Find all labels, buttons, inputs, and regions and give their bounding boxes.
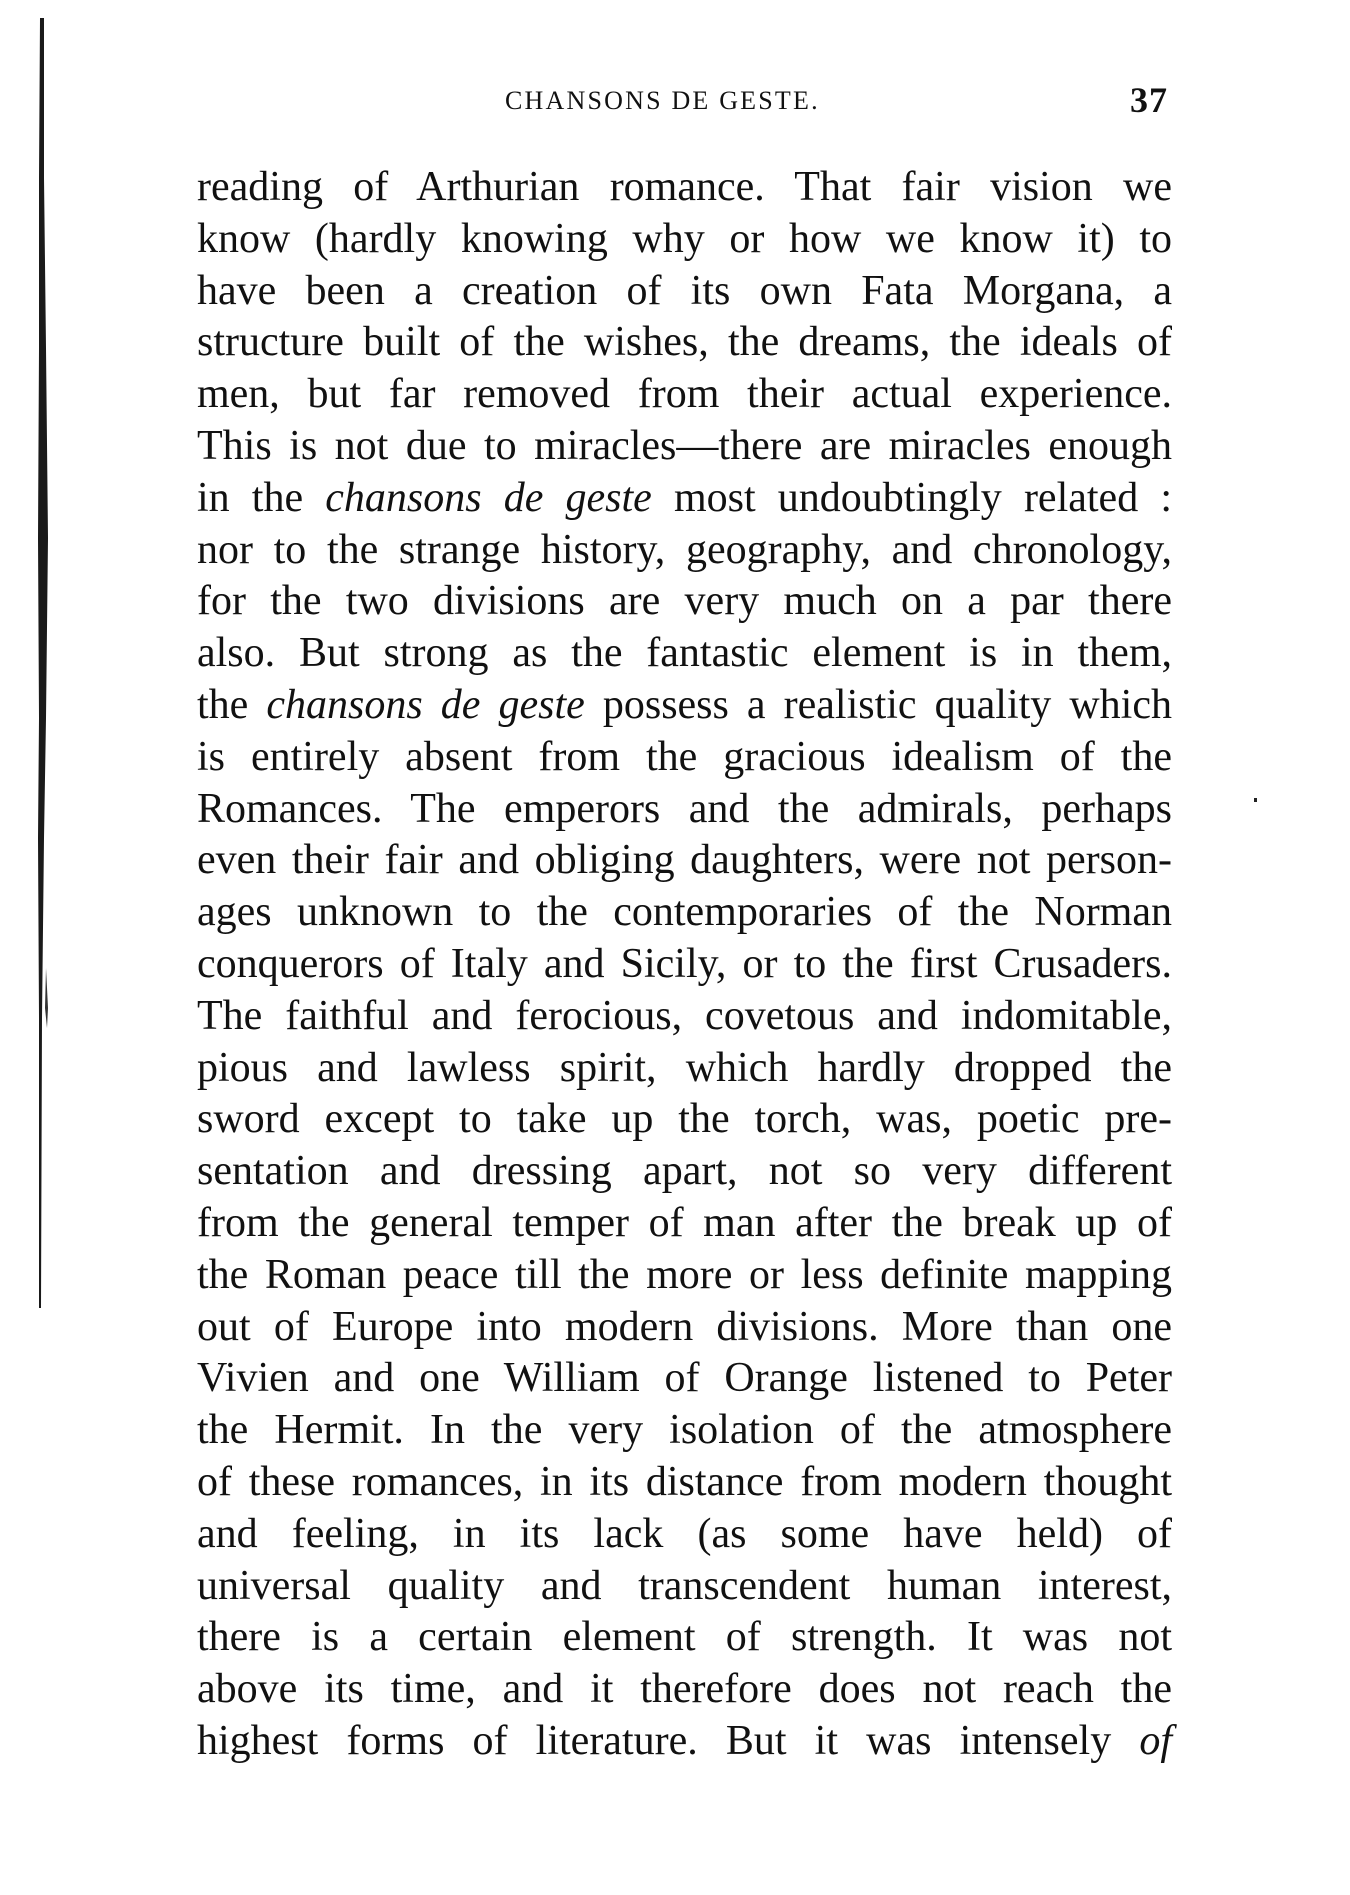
text-line <box>197 1405 1172 1457</box>
text-run: even their fair and obliging daughters, were not person- <box>197 837 1172 884</box>
page-number: 37 <box>1130 80 1168 120</box>
text-line <box>197 214 1172 266</box>
body-text <box>197 162 1172 1768</box>
text-line <box>197 1250 1172 1302</box>
text-line <box>197 1198 1172 1250</box>
text-run: the Hermit. In the very isolation of the atmosphere <box>197 1407 1172 1454</box>
text-run: have been a creation of its own Fata Morgana, a <box>197 267 1172 314</box>
text-run: sword except to take up the torch, was, poetic pre- <box>197 1096 1172 1143</box>
text-run: and feeling, in its lack (as some have held) of <box>197 1510 1172 1557</box>
text-run: highest forms of literature. But it was intensely <box>197 1717 1140 1764</box>
text-run: for the two divisions are very much on a par there <box>197 578 1172 625</box>
text-run: Romances. The emperors and the admirals, perhaps <box>197 785 1172 832</box>
text-line <box>197 1509 1172 1561</box>
text-run: out of Europe into modern divisions. More than one <box>197 1303 1172 1350</box>
text-run: there is a certain element of strength. It was not <box>197 1614 1172 1661</box>
text-line <box>197 317 1172 369</box>
print-speck <box>1254 798 1257 802</box>
text-line <box>197 1664 1172 1716</box>
text-run: above its time, and it therefore does not reach the <box>197 1666 1172 1713</box>
text-line <box>197 369 1172 421</box>
text-line <box>197 628 1172 680</box>
text-run: conquerors of Italy and Sicily, or to the first Crusaders. <box>197 940 1172 987</box>
text-run: nor to the strange history, geography, and chronology, <box>197 526 1172 573</box>
page-binding-edge <box>34 18 50 1308</box>
text-line <box>197 991 1172 1043</box>
text-run: universal quality and transcendent human interest, <box>197 1562 1172 1609</box>
text-line <box>197 266 1172 318</box>
text-run: the <box>197 681 267 728</box>
text-line <box>197 1716 1172 1768</box>
italic-text-run: chansons de geste <box>325 474 652 521</box>
text-run: the Roman peace till the more or less definite mapping <box>197 1251 1172 1298</box>
text-line <box>197 1353 1172 1405</box>
text-line <box>197 162 1172 214</box>
running-head <box>0 80 1350 122</box>
text-run: Vivien and one William of Orange listened to Peter <box>197 1355 1172 1402</box>
text-run: This is not due to miracles—there are miracles enough <box>197 422 1172 469</box>
text-run: structure built of the wishes, the dreams, the ideals of <box>197 319 1172 366</box>
text-line <box>197 784 1172 836</box>
text-line <box>197 939 1172 991</box>
text-line <box>197 576 1172 628</box>
text-run: is entirely absent from the gracious idealism of the <box>197 733 1172 780</box>
italic-text-run: chansons de geste <box>266 681 585 728</box>
text-line <box>197 525 1172 577</box>
text-line <box>197 1457 1172 1509</box>
text-run: pious and lawless spirit, which hardly dropped the <box>197 1044 1172 1091</box>
text-line <box>197 473 1172 525</box>
text-run: sentation and dressing apart, not so very different <box>197 1148 1172 1195</box>
text-run: in the <box>197 474 326 521</box>
text-line <box>197 1043 1172 1095</box>
text-run: ages unknown to the contemporaries of the Norman <box>197 889 1172 936</box>
text-run: most undoubtingly related : <box>651 474 1172 521</box>
text-line <box>197 835 1172 887</box>
text-run: men, but far removed from their actual experience. <box>197 371 1172 418</box>
text-run: from the general temper of man after the break up of <box>197 1199 1172 1246</box>
running-title: CHANSONS DE GESTE. <box>505 86 820 115</box>
text-line <box>197 680 1172 732</box>
text-run: also. But strong as the fantastic element is in them, <box>197 630 1172 677</box>
italic-text-run: of <box>1139 1717 1172 1764</box>
binding-shadow-graphic <box>34 18 50 1308</box>
text-line <box>197 1146 1172 1198</box>
text-line <box>197 1561 1172 1613</box>
text-line <box>197 732 1172 784</box>
text-run: reading of Arthurian romance. That fair vision we <box>197 164 1172 210</box>
text-run: The faithful and ferocious, covetous and indomitable, <box>197 992 1172 1039</box>
text-line <box>197 1302 1172 1354</box>
text-line <box>197 1094 1172 1146</box>
text-line <box>197 1612 1172 1664</box>
text-run: possess a realistic quality which <box>584 681 1172 728</box>
text-run: of these romances, in its distance from modern thought <box>197 1458 1172 1505</box>
text-line <box>197 887 1172 939</box>
text-run: know (hardly knowing why or how we know it) to <box>197 215 1172 262</box>
text-line <box>197 421 1172 473</box>
